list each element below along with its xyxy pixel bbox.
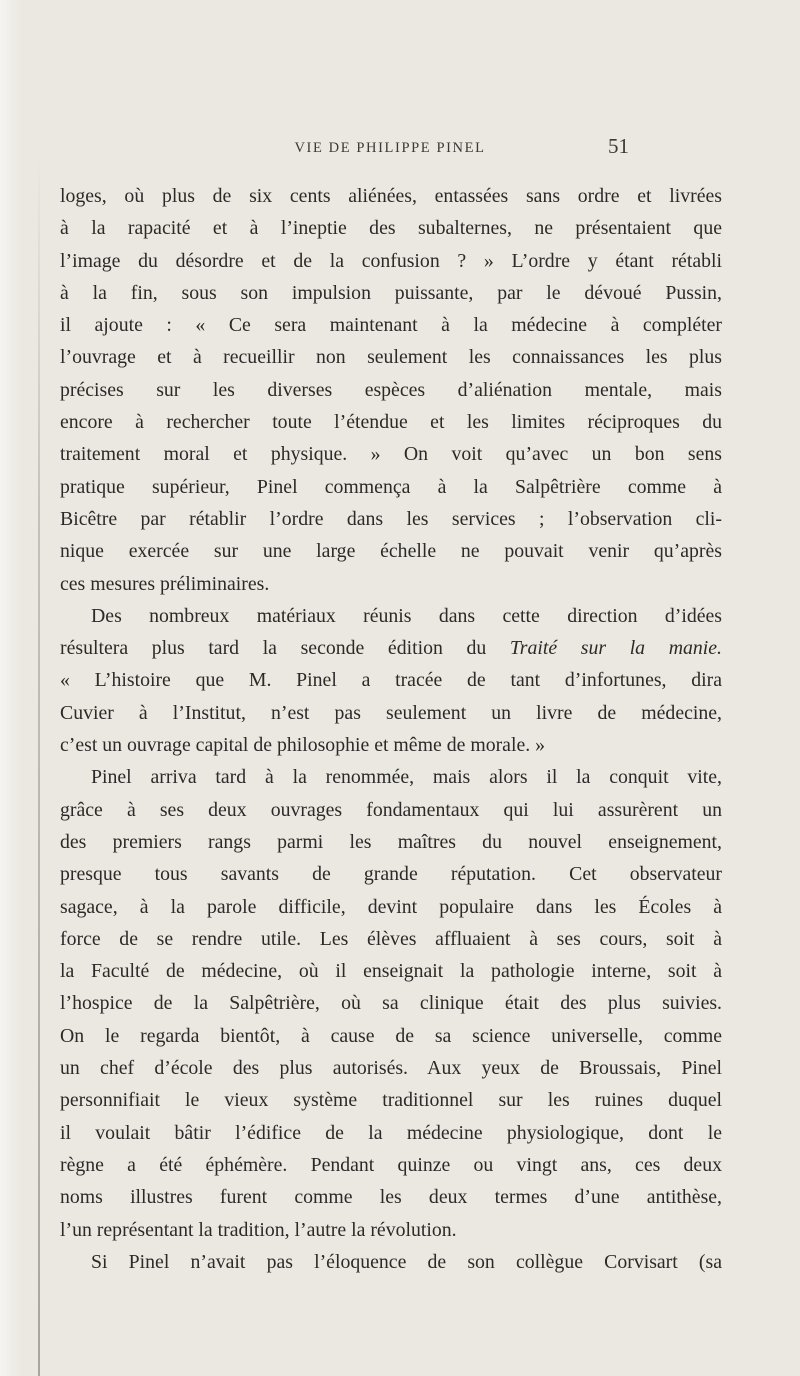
page-header	[0, 134, 800, 164]
text-line: c’est un ouvrage capital de philosophie et même de morale. »	[60, 734, 546, 757]
book-title: Traité sur la manie.	[509, 637, 722, 660]
text-line: Pinel arriva tard à la renommée, mais alors il la conquit vite,	[91, 766, 722, 789]
text-line: encore à rechercher toute l’étendue et les limites réciproques du	[60, 411, 722, 434]
running-head: VIE DE PHILIPPE PINEL	[294, 140, 486, 156]
text-fragment: résultera plus tard la seconde édition du	[60, 637, 510, 660]
text-line: personnifiait le vieux système traditionnel sur les ruines duquel	[60, 1089, 722, 1112]
text-line: l’un représentant la tradition, l’autre la révolution.	[60, 1218, 457, 1241]
text-line: loges, où plus de six cents aliénées, entassées sans ordre et livrées	[60, 185, 722, 207]
binding-shadow	[38, 150, 40, 1376]
text-line: l’ouvrage et à recueillir non seulement les connaissances les plus	[60, 346, 722, 369]
text-line: On le regarda bientôt, à cause de sa science universelle, comme	[60, 1024, 722, 1047]
text-line: Des nombreux matériaux réunis dans cette direction d’idées	[91, 604, 722, 627]
text-line: « L’histoire que M. Pinel a tracée de tant d’infortunes, dira	[60, 669, 722, 692]
text-line: pratique supérieur, Pinel commença à la Salpêtrière comme à	[60, 475, 722, 498]
text-line-with-title	[60, 632, 722, 664]
text-line: grâce à ses deux ouvrages fondamentaux qui lui assurèrent un	[60, 798, 722, 821]
page-number: 51	[608, 134, 629, 158]
text-line: presque tous savants de grande réputation. Cet observateur	[60, 863, 722, 886]
text-line: traitement moral et physique. » On voit qu’avec un bon sens	[60, 443, 722, 466]
text-line: des premiers rangs parmi les maîtres du nouvel enseignement,	[60, 830, 722, 853]
text-line: un chef d’école des plus autorisés. Aux yeux de Broussais, Pinel	[60, 1057, 722, 1080]
text-line: à la rapacité et à l’ineptie des subalternes, ne présentaient que	[60, 217, 722, 240]
text-line: ces mesures préliminaires.	[60, 572, 270, 595]
text-line: Bicêtre par rétablir l’ordre dans les services ; l’observation cli-	[60, 507, 722, 530]
body-text	[60, 180, 722, 1278]
text-line: Cuvier à l’Institut, n’est pas seulement un livre de médecine,	[60, 701, 722, 724]
text-line: sagace, à la parole difficile, devint populaire dans les Écoles à	[60, 895, 722, 918]
text-line: règne a été éphémère. Pendant quinze ou vingt ans, ces deux	[60, 1153, 722, 1176]
text-line: noms illustres furent comme les deux termes d’une antithèse,	[60, 1186, 722, 1209]
text-line: il voulait bâtir l’édifice de la médecine physiologique, dont le	[60, 1121, 722, 1144]
text-line: force de se rendre utile. Les élèves affluaient à ses cours, soit à	[60, 927, 722, 950]
text-line: la Faculté de médecine, où il enseignait la pathologie interne, soit à	[60, 960, 722, 983]
text-line: l’hospice de la Salpêtrière, où sa clinique était des plus suivies.	[60, 992, 722, 1015]
text-line: précises sur les diverses espèces d’aliénation mentale, mais	[60, 378, 722, 401]
page-edge	[0, 0, 22, 1376]
text-line: il ajoute : « Ce sera maintenant à la médecine à compléter	[60, 314, 722, 337]
text-line: l’image du désordre et de la confusion ? » L’ordre y étant rétabli	[60, 249, 722, 272]
text-line: à la fin, sous son impulsion puissante, par le dévoué Pussin,	[60, 281, 722, 304]
text-line: nique exercée sur une large échelle ne pouvait venir qu’après	[60, 540, 722, 563]
text-line: Si Pinel n’avait pas l’éloquence de son collègue Corvisart (sa	[91, 1250, 722, 1273]
